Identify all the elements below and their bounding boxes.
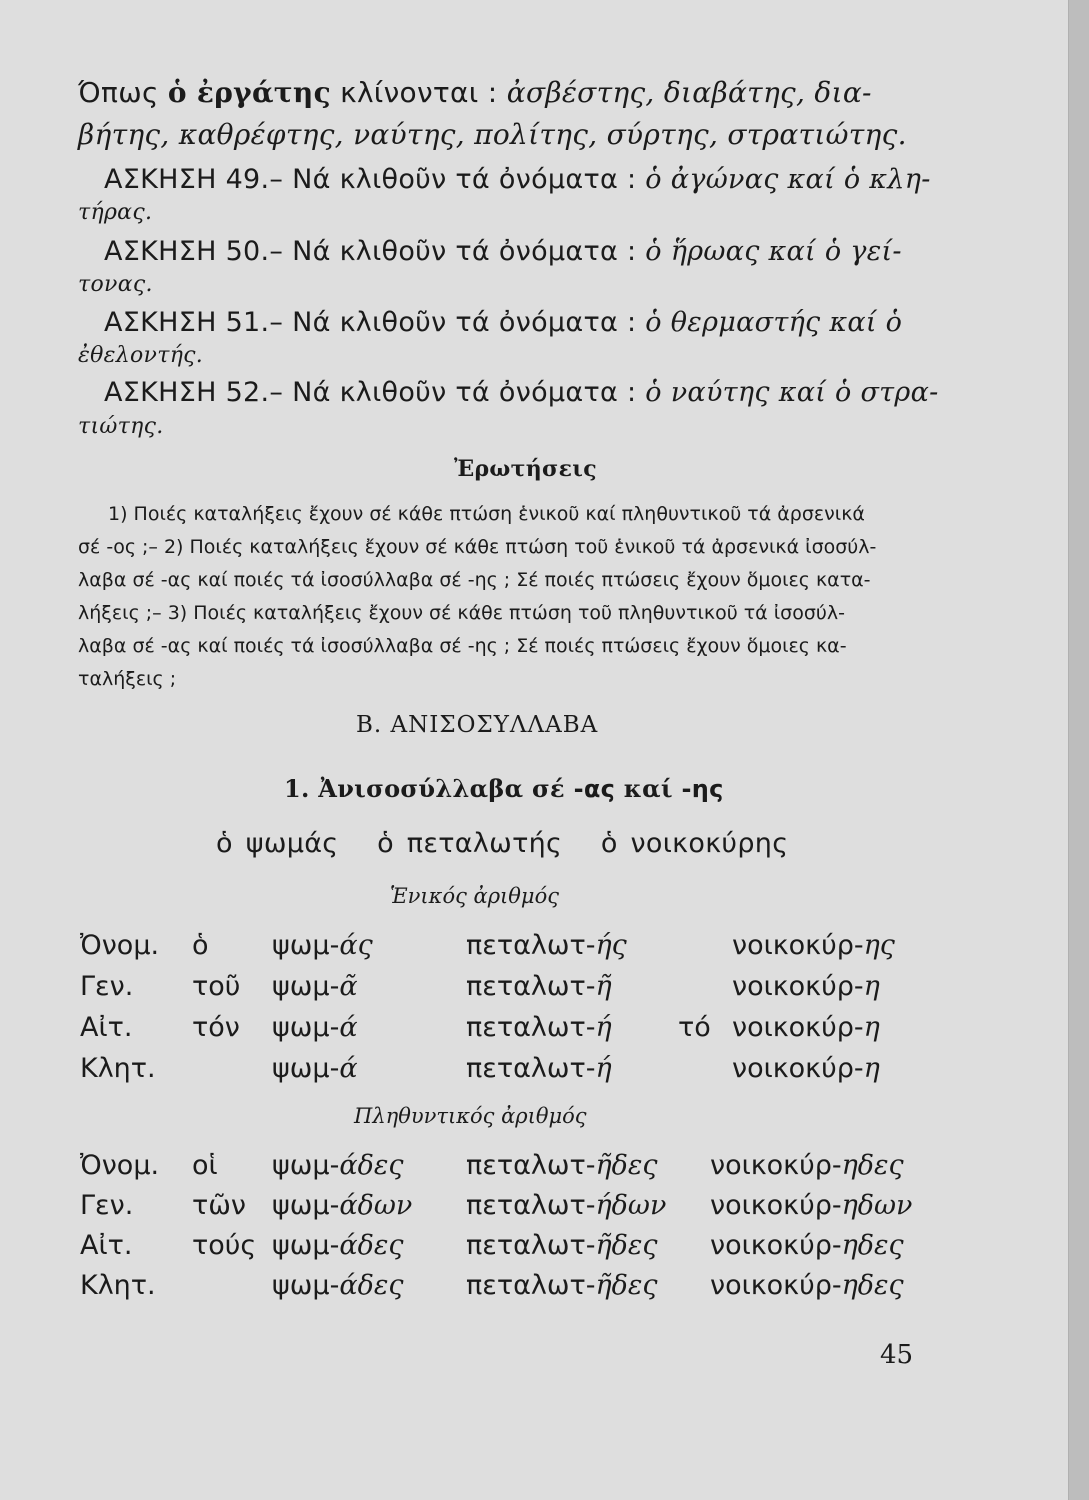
exercise-50-cont: τονας. xyxy=(78,272,153,297)
case-label: Αἰτ. xyxy=(80,1012,133,1043)
article: ὁ xyxy=(192,930,209,961)
exercise-49-cont: τήρας. xyxy=(78,200,153,225)
case-label: Αἰτ. xyxy=(80,1230,133,1261)
questions-title: Ἐρωτήσεις xyxy=(454,456,597,482)
subtitle-ending: -ης xyxy=(681,775,724,803)
question-line: σέ -ος ;– 2) Ποιές καταλήξεις ἔχουν σέ κάθε πτώση τοῦ ἑνικοῦ τά ἀρσενικά ἰσοσύλ- xyxy=(78,536,877,558)
exercise-label: ΑΣΚΗΣΗ 52.– Νά κλιθοῦν τά ὀνόματα : xyxy=(104,377,646,408)
form-psomas: ψωμ-ᾶ xyxy=(272,971,358,1002)
exercise-label: ΑΣΚΗΣΗ 50.– Νά κλιθοῦν τά ὀνόματα : xyxy=(104,236,646,267)
case-label: Ὀνομ. xyxy=(80,1150,160,1181)
form-psomas: ψωμ-ά xyxy=(272,1053,358,1084)
page-number: 45 xyxy=(880,1340,914,1370)
question-line: 1) Ποιές καταλήξεις ἔχουν σέ κάθε πτώση ἑνικοῦ καί πληθυντικοῦ τά ἀρσενικά xyxy=(108,503,865,525)
intro-text: κλίνονται : xyxy=(330,76,507,109)
case-label: Ὀνομ. xyxy=(80,930,160,961)
exercise-52-cont: τιώτης. xyxy=(78,414,164,439)
exercise-51-cont: ἐθελοντής. xyxy=(78,343,204,368)
form-noikokyris: νοικοκύρ-η xyxy=(732,1053,880,1084)
form-petalotis: πεταλωτ-ῆδες xyxy=(466,1270,658,1301)
example-nouns: ὁ ψωμάς ὁ πεταλωτής ὁ νοικοκύρης xyxy=(216,828,789,859)
form-petalotis: πεταλωτ-ήδων xyxy=(466,1190,667,1221)
exercise-label: ΑΣΚΗΣΗ 49.– Νά κλιθοῦν τά ὀνόματα : xyxy=(104,164,646,195)
case-label: Κλητ. xyxy=(80,1053,156,1084)
form-noikokyris: νοικοκύρ-ηδες xyxy=(710,1230,904,1261)
intro-keyword: ὁ ἐργάτης xyxy=(167,76,331,109)
exercise-52 xyxy=(104,377,939,408)
intro-line-1 xyxy=(78,76,872,109)
form-psomas: ψωμ-άδες xyxy=(272,1270,404,1301)
form-psomas: ψωμ-άδες xyxy=(272,1150,404,1181)
form-psomas: ψωμ-ά xyxy=(272,1012,358,1043)
article: τόν xyxy=(192,1012,240,1043)
subtitle-text: 1. Ἀνισοσύλλαβα σέ xyxy=(284,774,574,803)
exercise-label: ΑΣΚΗΣΗ 51.– Νά κλιθοῦν τά ὀνόματα : xyxy=(104,307,646,338)
case-label: Γεν. xyxy=(80,971,134,1002)
exercise-49 xyxy=(104,164,931,195)
form-noikokyris: νοικοκύρ-ηδες xyxy=(710,1150,904,1181)
article: οἱ xyxy=(192,1150,218,1181)
form-psomas: ψωμ-άδες xyxy=(272,1230,404,1261)
form-petalotis: πεταλωτ-ή xyxy=(466,1012,612,1043)
subtitle-ending: -ας xyxy=(573,775,616,803)
exercise-words: ὁ ἀγώνας καί ὁ κλη- xyxy=(645,164,931,195)
question-line: λήξεις ;– 3) Ποιές καταλήξεις ἔχουν σέ κάθε πτώση τοῦ πληθυντικοῦ τά ἰσοσύλ- xyxy=(78,602,845,624)
form-petalotis: πεταλωτ-ῆδες xyxy=(466,1150,658,1181)
case-label: Γεν. xyxy=(80,1190,134,1221)
form-petalotis: πεταλωτ-ῆδες xyxy=(466,1230,658,1261)
article: τοῦ xyxy=(192,971,241,1002)
plural-heading: Πληθυντικός ἀριθμός xyxy=(354,1104,587,1128)
form-psomas: ψωμ-άδων xyxy=(272,1190,413,1221)
section-subtitle xyxy=(284,774,724,803)
form-noikokyris: νοικοκύρ-η xyxy=(732,1012,880,1043)
case-label: Κλητ. xyxy=(80,1270,156,1301)
intro-text: Όπως xyxy=(78,76,168,109)
exercise-words: ὁ ἥρωας καί ὁ γεί- xyxy=(645,236,902,267)
form-psomas: ψωμ-άς xyxy=(272,930,373,961)
singular-heading: Ἑνικός ἀριθμός xyxy=(390,884,559,908)
subtitle-text: καί xyxy=(615,774,682,803)
form-noikokyris: νοικοκύρ-ηδες xyxy=(710,1270,904,1301)
form-noikokyris: νοικοκύρ-ης xyxy=(732,930,895,961)
form-noikokyris: νοικοκύρ-ηδων xyxy=(710,1190,913,1221)
intro-examples: ἀσβέστης, διαβάτης, δια- xyxy=(506,76,872,109)
exercise-50 xyxy=(104,236,902,267)
form-petalotis: πεταλωτ-ής xyxy=(466,930,627,961)
exercise-words: ὁ ναύτης καί ὁ στρα- xyxy=(645,377,939,408)
exercise-51 xyxy=(104,307,902,338)
article: τῶν xyxy=(192,1190,246,1221)
question-line: ταλήξεις ; xyxy=(78,668,177,690)
form-noikokyris: νοικοκύρ-η xyxy=(732,971,880,1002)
form-petalotis: πεταλωτ-ῆ xyxy=(466,971,612,1002)
question-line: λαβα σέ -ας καί ποιές τά ἰσοσύλλαβα σέ -ης ; Σέ ποιές πτώσεις ἔχουν ὅμοιες κα- xyxy=(78,635,847,657)
intro-line-2: βήτης, καθρέφτης, ναύτης, πολίτης, σύρτης, στρατιώτης. xyxy=(78,118,907,151)
form-petalotis: πεταλωτ-ή xyxy=(466,1053,612,1084)
article-3: τό xyxy=(678,1012,711,1043)
article: τούς xyxy=(192,1230,257,1261)
question-line: λαβα σέ -ας καί ποιές τά ἰσοσύλλαβα σέ -ης ; Σέ ποιές πτώσεις ἔχουν ὅμοιες κατα- xyxy=(78,569,871,591)
exercise-words: ὁ θερμαστής καί ὁ xyxy=(645,307,903,338)
section-title: Β. ΑΝΙΣΟΣΥΛΛΑΒΑ xyxy=(356,712,599,738)
